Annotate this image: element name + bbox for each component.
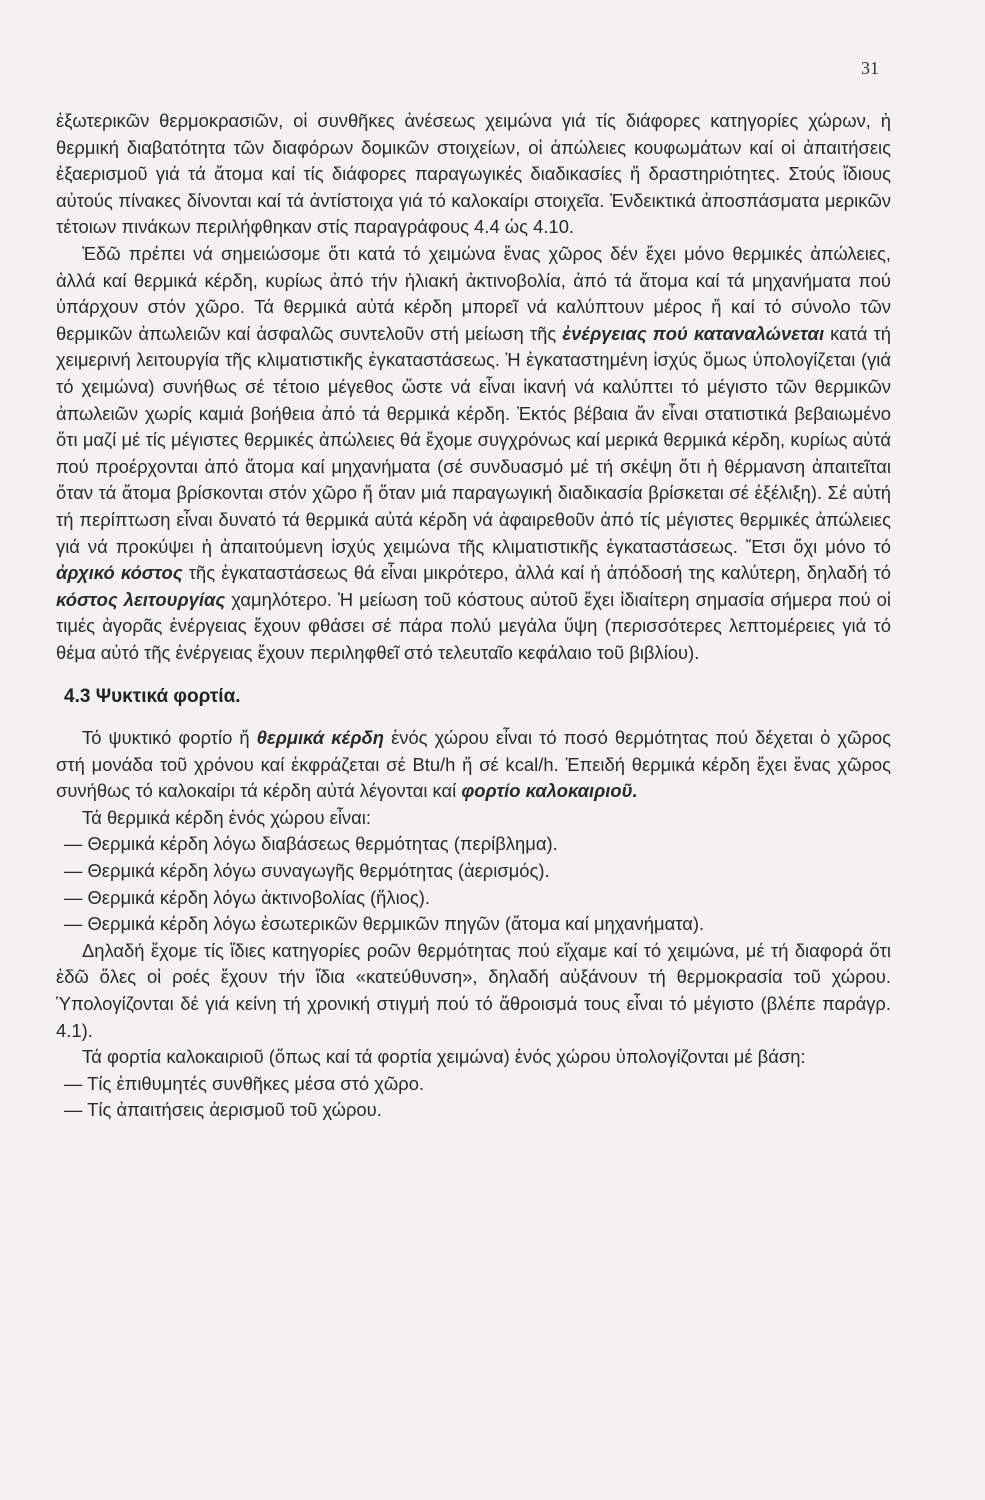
paragraph-2-part-c: τῆς ἐγκαταστάσεως θά εἶναι μικρότερο, ἀλλά καί ἡ ἀπόδοσή της καλύτερη, δηλαδή τό [188, 562, 891, 584]
list-item: — Θερμικά κέρδη λόγω ἐσωτερικῶν θερμικῶν πηγῶν (ἄτομα καί μηχανήματα). [64, 913, 705, 935]
emphasis-operating-cost: κόστος λειτουργίας [56, 588, 226, 610]
paragraph-5: Δηλαδή ἔχομε τίς ἴδιες κατηγορίες ροῶν θερμότητας πού εἴχαμε καί τό χειμώνα, μέ τή διαφορά ὅτι ἐδῶ ὅλες οἱ ροές ἔχουν τήν ἴδια «κατεύθυνση», δηλαδή αὐξάνουν τή θερμοκρασία τοῦ χώρου. Ὑπολογίζονται δέ γιά κείνη τή χρονική στιγμή πού τό ἄθροισμά τους εἶναι τό μέγιστο (βλέπε παράγρ. 4.1). [56, 939, 891, 1041]
emphasis-initial-cost: ἀρχικό κόστος [56, 562, 183, 584]
paragraph-3-part-b: ἑνός χώρου εἶναι τό ποσό θερμότητας πού δέχεται ὁ χῶρος στή μονάδα τοῦ χρόνου καί ἐκφράζεται σέ Btu/h ἤ σέ kcal/h. Ἐπειδή θερμικά κέρδη ἔχει ἕνας χῶρος συνήθως τό καλοκαίρι τά κέρδη αὐτά λέγονται καί [56, 727, 891, 802]
list-item: — Θερμικά κέρδη λόγω διαβάσεως θερμότητας (περίβλημα). [64, 833, 558, 855]
emphasis-thermal-gains: θερμικά κέρδη [256, 727, 385, 749]
paragraph-4: Τά θερμικά κέρδη ἑνός χώρου εἶναι: [82, 806, 371, 828]
list-item: — Θερμικά κέρδη λόγω ἀκτινοβολίας (ἥλιος). [64, 886, 430, 908]
emphasis-summer-load: φορτίο καλοκαιριοῦ. [461, 780, 638, 802]
list-item: — Τίς ἐπιθυμητές συνθῆκες μέσα στό χῶρο. [64, 1072, 425, 1094]
paragraph-2 [56, 241, 891, 667]
paragraph-2-part-a: Ἐδῶ πρέπει νά σημειώσομε ὅτι κατά τό χειμώνα ἕνας χῶρος δέν ἔχει μόνο θερμικές ἀπώλειες, ἀλλά καί θερμικά κέρδη, κυρίως ἀπό τήν ἡλιακή ἀκτινοβολία, ἀπό τά ἄτομα καί τά μηχανήματα πού ὑπάρχουν στόν χῶρο. Τά θερμικά αὐτά κέρδη μπορεῖ νά καλύπτουν μέρος ἤ καί τό σύνολο τῶν θερμικῶν ἀπωλειῶν καί ἀσφαλῶς συντελοῦν στή μείωση τῆς [56, 242, 891, 344]
paragraph-3-part-a: Τό ψυκτικό φορτίο ἤ [82, 727, 250, 749]
emphasis-energy-consumed: ἐνέργειας πού καταναλώνεται [562, 322, 825, 344]
page-number: 31 [861, 58, 879, 78]
body-text [56, 108, 891, 1124]
paragraph-2-part-d: χαμηλότερο. Ἡ μείωση τοῦ κόστους αὐτοῦ ἔχει ἰδιαίτερη σημασία σήμερα πού οἱ τιμές ἀγορᾶς ἐνέργειας ἔχουν φθάσει σέ πάρα πολύ μεγάλα ὕψη (περισσότερες λεπτομέρειες γιά τό θέμα αὐτό τῆς ἐνέργειας ἔχουν περιληφθεῖ στό τελευταῖο κεφάλαιο τοῦ βιβλίου). [56, 588, 891, 663]
paragraph-1: ἐξωτερικῶν θερμοκρασιῶν, οἱ συνθῆκες ἀνέσεως χειμώνα γιά τίς διάφορες κατηγορίες χώρων, ἡ θερμική διαβατότητα τῶν διαφόρων δομικῶν στοιχείων, οἱ ἀπώλειες κουφωμάτων καί οἱ ἀπαιτήσεις ἐξαερισμοῦ γιά τά ἄτομα καί τίς διάφορες παραγωγικές διαδικασίες ἤ δραστηριότητες. Στούς ἴδιους αὐτούς πίνακες δίνονται καί τά ἀντίστοιχα γιά τό καλοκαίρι στοιχεῖα. Ἐνδεικτικά ἀποσπάσματα μερικῶν τέτοιων πινάκων περιλήφθηκαν στίς παραγράφους 4.4 ὡς 4.10. [56, 110, 891, 238]
section-heading: 4.3 Ψυκτικά φορτία. [64, 686, 241, 708]
list-item: — Θερμικά κέρδη λόγω συναγωγῆς θερμότητας (ἀερισμός). [64, 860, 550, 882]
paragraph-3 [56, 725, 891, 805]
paragraph-2-part-b: κατά τή χειμερινή λειτουργία τῆς κλιματιστικῆς ἐγκαταστάσεως. Ἡ ἐγκαταστημένη ἰσχύς ὅμως ὑπολογίζεται (γιά τό χειμώνα) συνήθως σέ τέτοιο μέγεθος ὥστε νά εἶναι ἱκανή νά καλύπτει τό μέγιστο τῶν θερμικῶν ἀπωλειῶν χωρίς καμιά βοήθεια ἀπό τά θερμικά κέρδη. Ἐκτός βέβαια ἄν εἶναι στατιστικά βεβαιωμένο ὅτι μαζί μέ τίς μέγιστες θερμικές ἀπώλειες θά ἔχομε συγχρόνως καί μερικά θερμικά κέρδη, κυρίως αὐτά πού προέρχονται ἀπό ἄτομα καί μηχανήματα (σέ συνδυασμό μέ τή σκέψη ὅτι ἡ θέρμανση ἀπαιτεῖται ὅταν τά ἄτομα βρίσκονται στόν χῶρο ἤ ὅταν μιά παραγωγική διαδικασία βρίσκεται σέ ἐξέλιξη). Σέ αὐτή τή περίπτωση εἶναι δυνατό τά θερμικά αὐτά κέρδη νά ἀφαιρεθοῦν ἀπό τίς μέγιστες θερμικές ἀπώλειες γιά νά προκύψει ἡ ἀπαιτούμενη ἰσχύς χειμώνα τῆς κλιματιστικῆς ἐγκαταστάσεως. Ἔτσι ὄχι μόνο τό [56, 322, 891, 557]
list-item: — Τίς ἀπαιτήσεις ἀερισμοῦ τοῦ χώρου. [64, 1099, 382, 1121]
paragraph-6: Τά φορτία καλοκαιριοῦ (ὅπως καί τά φορτία χειμώνα) ἑνός χώρου ὑπολογίζονται μέ βάση: [82, 1046, 806, 1068]
